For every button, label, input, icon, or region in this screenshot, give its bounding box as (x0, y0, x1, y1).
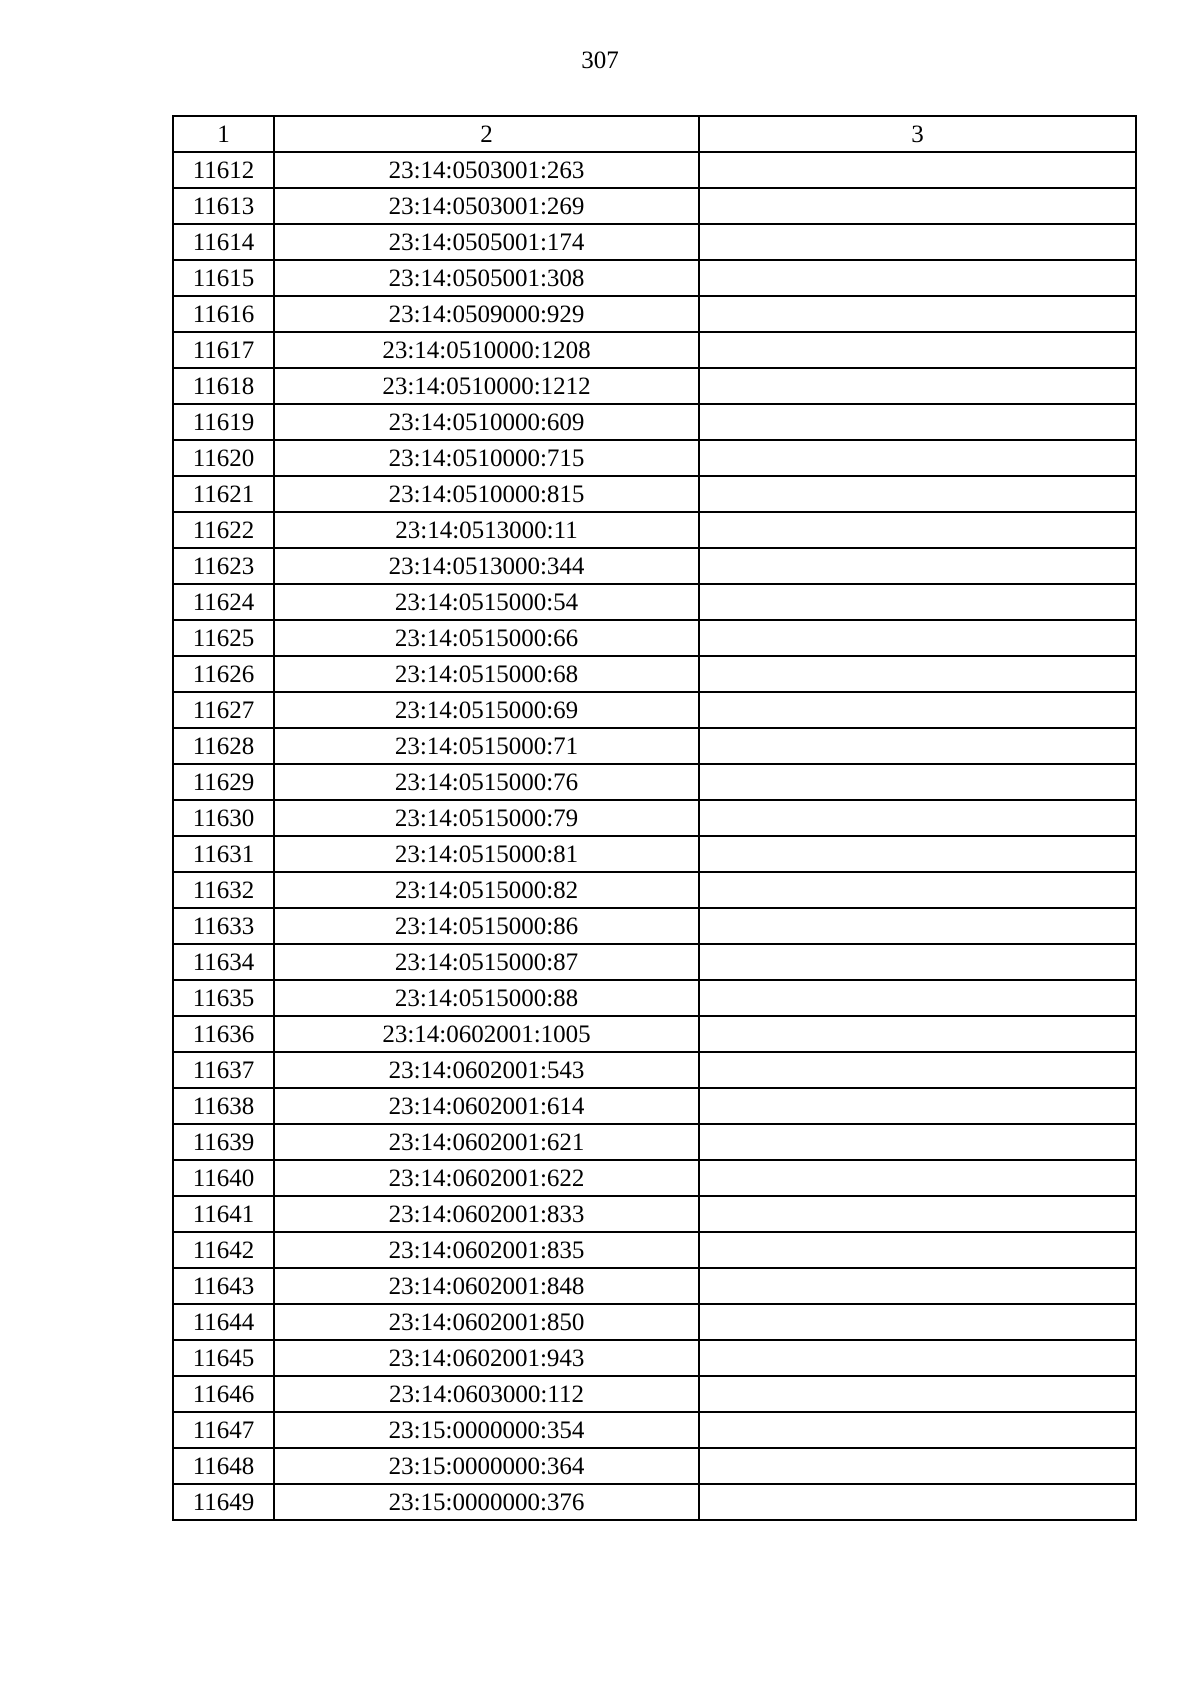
notes-cell (699, 1052, 1136, 1088)
header-col-2: 2 (274, 116, 699, 152)
table-row (173, 1448, 1136, 1484)
row-number-cell: 11619 (173, 404, 274, 440)
notes-cell (699, 656, 1136, 692)
row-number-cell: 11624 (173, 584, 274, 620)
notes-cell (699, 188, 1136, 224)
notes-cell (699, 1016, 1136, 1052)
notes-cell (699, 944, 1136, 980)
table-row (173, 836, 1136, 872)
row-number-cell: 11633 (173, 908, 274, 944)
table-row (173, 692, 1136, 728)
notes-cell (699, 368, 1136, 404)
cadastral-number-cell: 23:14:0515000:71 (274, 728, 699, 764)
cadastral-number-cell: 23:14:0505001:174 (274, 224, 699, 260)
table-row (173, 1340, 1136, 1376)
table-row (173, 548, 1136, 584)
cadastral-number-cell: 23:14:0602001:833 (274, 1196, 699, 1232)
cadastral-number-cell: 23:14:0602001:543 (274, 1052, 699, 1088)
row-number-cell: 11623 (173, 548, 274, 584)
cadastral-number-cell: 23:14:0602001:835 (274, 1232, 699, 1268)
table-body (173, 152, 1136, 1520)
table-row (173, 1160, 1136, 1196)
row-number-cell: 11629 (173, 764, 274, 800)
table-row (173, 296, 1136, 332)
row-number-cell: 11632 (173, 872, 274, 908)
table-row (173, 1268, 1136, 1304)
cadastral-number-cell: 23:14:0503001:269 (274, 188, 699, 224)
cadastral-number-cell: 23:14:0515000:88 (274, 980, 699, 1016)
table-row (173, 260, 1136, 296)
notes-cell (699, 296, 1136, 332)
notes-cell (699, 1376, 1136, 1412)
notes-cell (699, 1160, 1136, 1196)
notes-cell (699, 476, 1136, 512)
cadastral-number-cell: 23:14:0515000:54 (274, 584, 699, 620)
table-row (173, 872, 1136, 908)
cadastral-table (172, 115, 1137, 1521)
cadastral-number-cell: 23:14:0602001:621 (274, 1124, 699, 1160)
row-number-cell: 11631 (173, 836, 274, 872)
cadastral-number-cell: 23:14:0510000:1212 (274, 368, 699, 404)
row-number-cell: 11613 (173, 188, 274, 224)
row-number-cell: 11616 (173, 296, 274, 332)
notes-cell (699, 404, 1136, 440)
table-row (173, 728, 1136, 764)
table-row (173, 908, 1136, 944)
table-row (173, 764, 1136, 800)
cadastral-number-cell: 23:14:0515000:68 (274, 656, 699, 692)
row-number-cell: 11626 (173, 656, 274, 692)
notes-cell (699, 692, 1136, 728)
cadastral-number-cell: 23:14:0602001:1005 (274, 1016, 699, 1052)
cadastral-number-cell: 23:14:0602001:850 (274, 1304, 699, 1340)
cadastral-number-cell: 23:14:0602001:614 (274, 1088, 699, 1124)
cadastral-number-cell: 23:14:0510000:815 (274, 476, 699, 512)
table-row (173, 944, 1136, 980)
notes-cell (699, 620, 1136, 656)
cadastral-number-cell: 23:14:0515000:86 (274, 908, 699, 944)
row-number-cell: 11642 (173, 1232, 274, 1268)
cadastral-number-cell: 23:14:0505001:308 (274, 260, 699, 296)
cadastral-number-cell: 23:14:0509000:929 (274, 296, 699, 332)
row-number-cell: 11647 (173, 1412, 274, 1448)
table-row (173, 1232, 1136, 1268)
cadastral-number-cell: 23:14:0515000:69 (274, 692, 699, 728)
table-row (173, 512, 1136, 548)
row-number-cell: 11614 (173, 224, 274, 260)
table-row (173, 1304, 1136, 1340)
table-row (173, 1484, 1136, 1520)
table-row (173, 368, 1136, 404)
cadastral-number-cell: 23:14:0602001:848 (274, 1268, 699, 1304)
table-row (173, 620, 1136, 656)
row-number-cell: 11636 (173, 1016, 274, 1052)
cadastral-number-cell: 23:14:0603000:112 (274, 1376, 699, 1412)
notes-cell (699, 548, 1136, 584)
row-number-cell: 11634 (173, 944, 274, 980)
notes-cell (699, 152, 1136, 188)
cadastral-number-cell: 23:14:0510000:609 (274, 404, 699, 440)
notes-cell (699, 1340, 1136, 1376)
cadastral-number-cell: 23:15:0000000:354 (274, 1412, 699, 1448)
header-row (173, 116, 1136, 152)
notes-cell (699, 836, 1136, 872)
row-number-cell: 11620 (173, 440, 274, 476)
row-number-cell: 11622 (173, 512, 274, 548)
header-col-3: 3 (699, 116, 1136, 152)
table-row (173, 1016, 1136, 1052)
row-number-cell: 11640 (173, 1160, 274, 1196)
notes-cell (699, 332, 1136, 368)
cadastral-number-cell: 23:14:0515000:81 (274, 836, 699, 872)
row-number-cell: 11635 (173, 980, 274, 1016)
row-number-cell: 11630 (173, 800, 274, 836)
row-number-cell: 11617 (173, 332, 274, 368)
cadastral-number-cell: 23:14:0602001:622 (274, 1160, 699, 1196)
cadastral-number-cell: 23:14:0602001:943 (274, 1340, 699, 1376)
row-number-cell: 11644 (173, 1304, 274, 1340)
header-col-1: 1 (173, 116, 274, 152)
notes-cell (699, 908, 1136, 944)
cadastral-number-cell: 23:14:0515000:66 (274, 620, 699, 656)
row-number-cell: 11615 (173, 260, 274, 296)
table-row (173, 584, 1136, 620)
row-number-cell: 11627 (173, 692, 274, 728)
notes-cell (699, 872, 1136, 908)
cadastral-number-cell: 23:14:0515000:76 (274, 764, 699, 800)
notes-cell (699, 1124, 1136, 1160)
table-row (173, 332, 1136, 368)
cadastral-number-cell: 23:14:0510000:715 (274, 440, 699, 476)
page-number: 307 (581, 47, 619, 74)
cadastral-number-cell: 23:14:0515000:82 (274, 872, 699, 908)
row-number-cell: 11648 (173, 1448, 274, 1484)
cadastral-number-cell: 23:14:0503001:263 (274, 152, 699, 188)
cadastral-number-cell: 23:14:0515000:87 (274, 944, 699, 980)
row-number-cell: 11646 (173, 1376, 274, 1412)
notes-cell (699, 440, 1136, 476)
notes-cell (699, 260, 1136, 296)
table-row (173, 1376, 1136, 1412)
notes-cell (699, 1196, 1136, 1232)
table-row (173, 1052, 1136, 1088)
table-row (173, 224, 1136, 260)
notes-cell (699, 1268, 1136, 1304)
notes-cell (699, 1088, 1136, 1124)
table-header (173, 116, 1136, 152)
table-row (173, 1412, 1136, 1448)
row-number-cell: 11645 (173, 1340, 274, 1376)
table-row (173, 1196, 1136, 1232)
row-number-cell: 11638 (173, 1088, 274, 1124)
notes-cell (699, 1232, 1136, 1268)
notes-cell (699, 512, 1136, 548)
table-row (173, 404, 1136, 440)
table-row (173, 980, 1136, 1016)
notes-cell (699, 800, 1136, 836)
notes-cell (699, 764, 1136, 800)
notes-cell (699, 1304, 1136, 1340)
row-number-cell: 11621 (173, 476, 274, 512)
table-row (173, 152, 1136, 188)
cadastral-number-cell: 23:14:0510000:1208 (274, 332, 699, 368)
row-number-cell: 11612 (173, 152, 274, 188)
table-row (173, 476, 1136, 512)
row-number-cell: 11639 (173, 1124, 274, 1160)
row-number-cell: 11618 (173, 368, 274, 404)
table-row (173, 188, 1136, 224)
table-row (173, 1124, 1136, 1160)
cadastral-number-cell: 23:14:0515000:79 (274, 800, 699, 836)
table-row (173, 656, 1136, 692)
notes-cell (699, 224, 1136, 260)
row-number-cell: 11625 (173, 620, 274, 656)
notes-cell (699, 980, 1136, 1016)
row-number-cell: 11628 (173, 728, 274, 764)
notes-cell (699, 1484, 1136, 1520)
row-number-cell: 11649 (173, 1484, 274, 1520)
cadastral-number-cell: 23:14:0513000:11 (274, 512, 699, 548)
notes-cell (699, 1412, 1136, 1448)
row-number-cell: 11641 (173, 1196, 274, 1232)
table-row (173, 1088, 1136, 1124)
row-number-cell: 11643 (173, 1268, 274, 1304)
table-row (173, 800, 1136, 836)
row-number-cell: 11637 (173, 1052, 274, 1088)
notes-cell (699, 728, 1136, 764)
cadastral-number-cell: 23:15:0000000:376 (274, 1484, 699, 1520)
cadastral-number-cell: 23:14:0513000:344 (274, 548, 699, 584)
notes-cell (699, 584, 1136, 620)
table-row (173, 440, 1136, 476)
notes-cell (699, 1448, 1136, 1484)
cadastral-number-cell: 23:15:0000000:364 (274, 1448, 699, 1484)
